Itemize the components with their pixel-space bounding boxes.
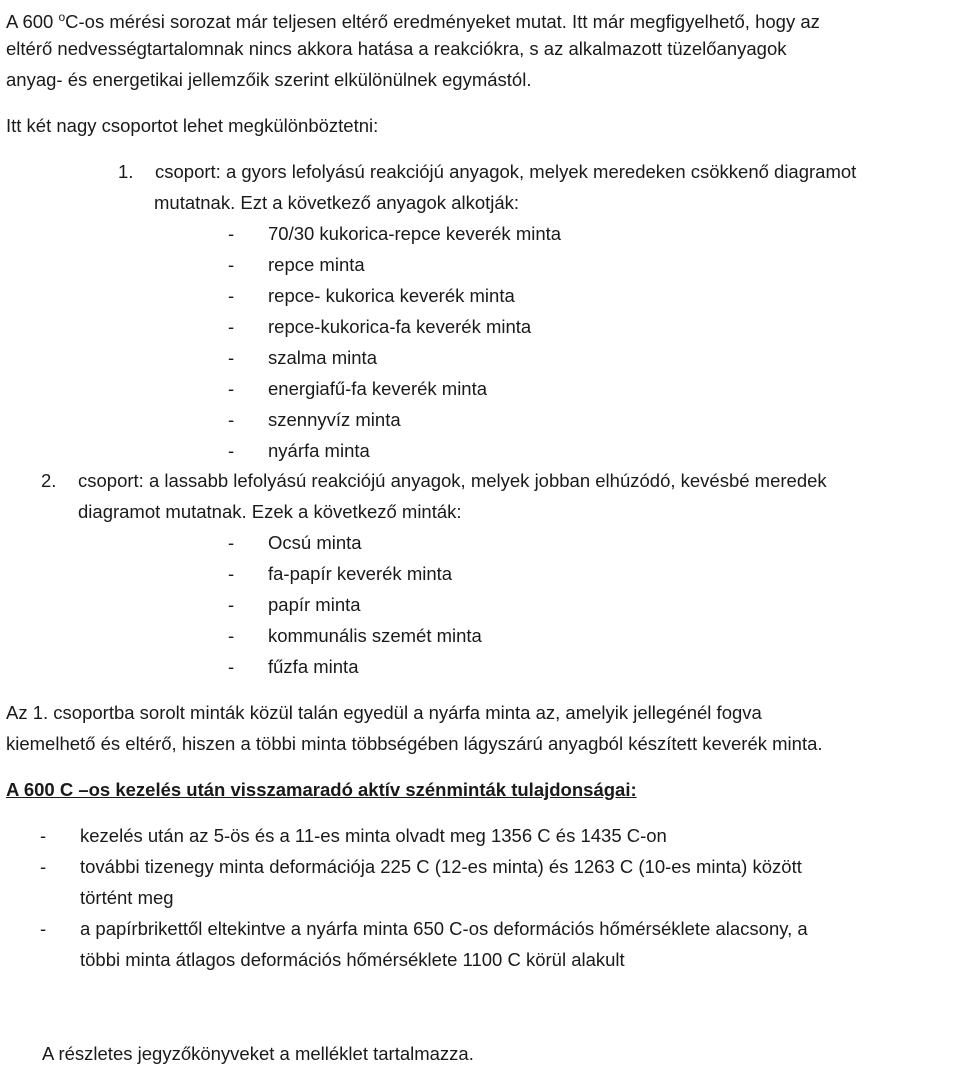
group2-item [228,527,362,558]
intro-line-3: anyag- és energetikai jellemzőik szerint elkülönülnek egymástól. [6,69,532,90]
bullet-text: további tizenegy minta deformációja 225 C (12-es minta) és 1263 C (10-es minta) között [80,856,802,877]
dash: - [228,532,235,553]
group1-item [228,249,365,280]
item-text: repce minta [268,254,365,275]
item-text: fűzfa minta [268,656,359,677]
group1-item [228,342,377,373]
intro-line-2: eltérő nedvességtartalomnak nincs akkora hatása a reakciókra, s az alkalmazott tüzelőanyagok [6,38,787,59]
section-heading: A 600 C –os kezelés után visszamaradó aktív szénminták tulajdonságai: [6,779,637,800]
group1-item [228,435,370,466]
group2-item [228,620,482,651]
item-text: Ocsú minta [268,532,362,553]
group2-item [228,589,361,620]
item-text: szalma minta [268,347,377,368]
group2-text: csoport: a lassabb lefolyású reakciójú anyagok, melyek jobban elhúzódó, kevésbé meredek [78,470,827,491]
property-bullet [40,851,802,882]
group1-text-line-2: mutatnak. Ezt a következő anyagok alkotják: [154,192,520,213]
dash: - [228,285,235,306]
dash: - [228,625,235,646]
dash: - [40,825,47,846]
dash: - [228,409,235,430]
group1-number: 1. [118,161,134,182]
degree-superscript: o [58,10,66,24]
intro-line-1 [6,2,820,37]
dash: - [228,347,235,368]
group2-item [228,651,359,682]
item-text: nyárfa minta [268,440,370,461]
property-bullet [40,820,667,851]
footer-note: A részletes jegyzőkönyveket a melléklet tartalmazza. [42,1043,474,1064]
item-text: kommunális szemét minta [268,625,482,646]
group2-text-line-2: diagramot mutatnak. Ezek a következő minták: [78,501,462,522]
dash: - [228,316,235,337]
bullet-continuation: történt meg [80,887,174,908]
bullet-text: kezelés után az 5-ös és a 11-es minta olvadt meg 1356 C és 1435 C-on [80,825,667,846]
item-text: repce- kukorica keverék minta [268,285,515,306]
group1-text: csoport: a gyors lefolyású reakciójú anyagok, melyek meredeken csökkenő diagramot [155,161,857,182]
dash: - [228,563,235,584]
group2-heading [41,465,827,496]
group1-item [228,280,515,311]
group2-item [228,558,452,589]
intro-text: C-os mérési sorozat már teljesen eltérő eredményeket mutat. Itt már megfigyelhető, hogy az [65,11,820,32]
group1-item [228,373,487,404]
item-text: papír minta [268,594,361,615]
group1-item [228,311,531,342]
bullet-text: a papírbrikettől eltekintve a nyárfa minta 650 C-os deformációs hőmérséklete alacsony, a [80,918,808,939]
dash: - [228,378,235,399]
dash: - [40,856,47,877]
group1-heading [118,156,856,187]
intro-text: A 600 [6,11,59,32]
dash: - [228,656,235,677]
dash: - [228,440,235,461]
group1-item [228,404,401,435]
property-bullet [40,913,808,944]
dash: - [228,223,235,244]
group1-item [228,218,561,249]
group2-number: 2. [41,470,57,491]
note-line-2: kiemelhető és eltérő, hiszen a többi minta többségében lágyszárú anyagból készített keverék minta. [6,733,823,754]
item-text: fa-papír keverék minta [268,563,453,584]
groups-intro: Itt két nagy csoportot lehet megkülönböztetni: [6,115,379,136]
note-line-1: Az 1. csoportba sorolt minták közül talán egyedül a nyárfa minta az, amelyik jellegénél fogva [6,702,762,723]
bullet-continuation: többi minta átlagos deformációs hőmérséklete 1100 C körül alakult [80,949,625,970]
dash: - [40,918,47,939]
item-text: 70/30 kukorica-repce keverék minta [268,223,562,244]
item-text: energiafű-fa keverék minta [268,378,488,399]
dash: - [228,594,235,615]
dash: - [228,254,235,275]
item-text: repce-kukorica-fa keverék minta [268,316,532,337]
item-text: szennyvíz minta [268,409,401,430]
